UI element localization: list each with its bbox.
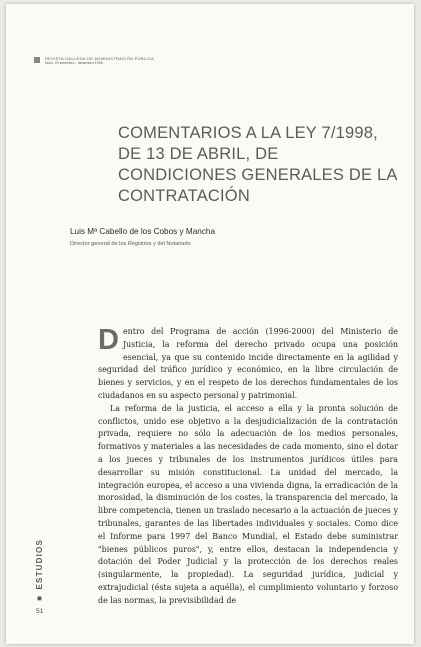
article-author: Luis Mª Cabello de los Cobos y Mancha: [70, 227, 216, 236]
page-number: 51: [36, 608, 44, 615]
paragraph-1: [98, 326, 398, 403]
drop-cap: D: [98, 324, 119, 356]
journal-header: [34, 56, 154, 66]
journal-header-text: [45, 56, 154, 66]
section-label: ■ ESTUDIOS: [35, 539, 44, 604]
journal-issue: Núm. 20 setembro - decembro 1998: [45, 61, 103, 65]
author-role: Director general de los Registros y del Notariado: [70, 241, 191, 247]
paragraph-2: La reforma de la justicia, el acceso a ella y la pronta solución de conflictos, unido ese objetivo a la desjudicialización de la contratación privada, requiere no sólo la adecuación de los medios personales, formativos y materiales a las necesidades de cada momento, sino el dotar a los jueces y tribunales de los instrumentos jurídicos útiles para desarrollar su misión constitucional. La unidad del mercado, la integración europea, el acceso a una vivienda digna, la erradicación de la morosidad, la disminución de los costes, la transparencia del mercado, la libre competencia, tienen un traslado necesario a la actuación de jueces y tribunales, garantes de las libertades individuales y sociales. Como dice el Informe para 1997 del Banco Mundial, el Estado debe suministrar "bienes públicos puros", y, entre ellos, destacan la independencia y dotación del Poder Judicial y la protección de los derechos reales (singularmente, la propiedad). La seguridad jurídica, judicial y extrajudicial (ésta sujeta a aquélla), el cumplimiento voluntario y forzoso de las normas, la previsibilidad de: [98, 403, 398, 605]
paragraph-1-text: entro del Programa de acción (1996-2000) del Ministerio de Justicia, la reforma del derecho privado ocupa una posición esencial, ya que su contenido incide directamente en la agilidad y seguridad del tráfico jurídico y económico, en la libre circulación de bienes y servicios, y en el respeto de los derechos fundamentales de los ciudadanos en su aspecto personal y patrimonial.: [98, 327, 398, 400]
article-title: COMENTARIOS A LA LEY 7/1998, DE 13 DE ABRIL, DE CONDICIONES GENERALES DE LA CONTRATACIÓN: [118, 124, 397, 205]
section-label-text: ESTUDIOS: [35, 539, 44, 590]
journal-square-icon: [34, 57, 40, 63]
journal-name: REVISTA GALLEGA DE ADMINISTRACIÓN PÚBLICA: [45, 56, 154, 61]
article-body: [98, 326, 398, 608]
document-page: [6, 4, 414, 644]
